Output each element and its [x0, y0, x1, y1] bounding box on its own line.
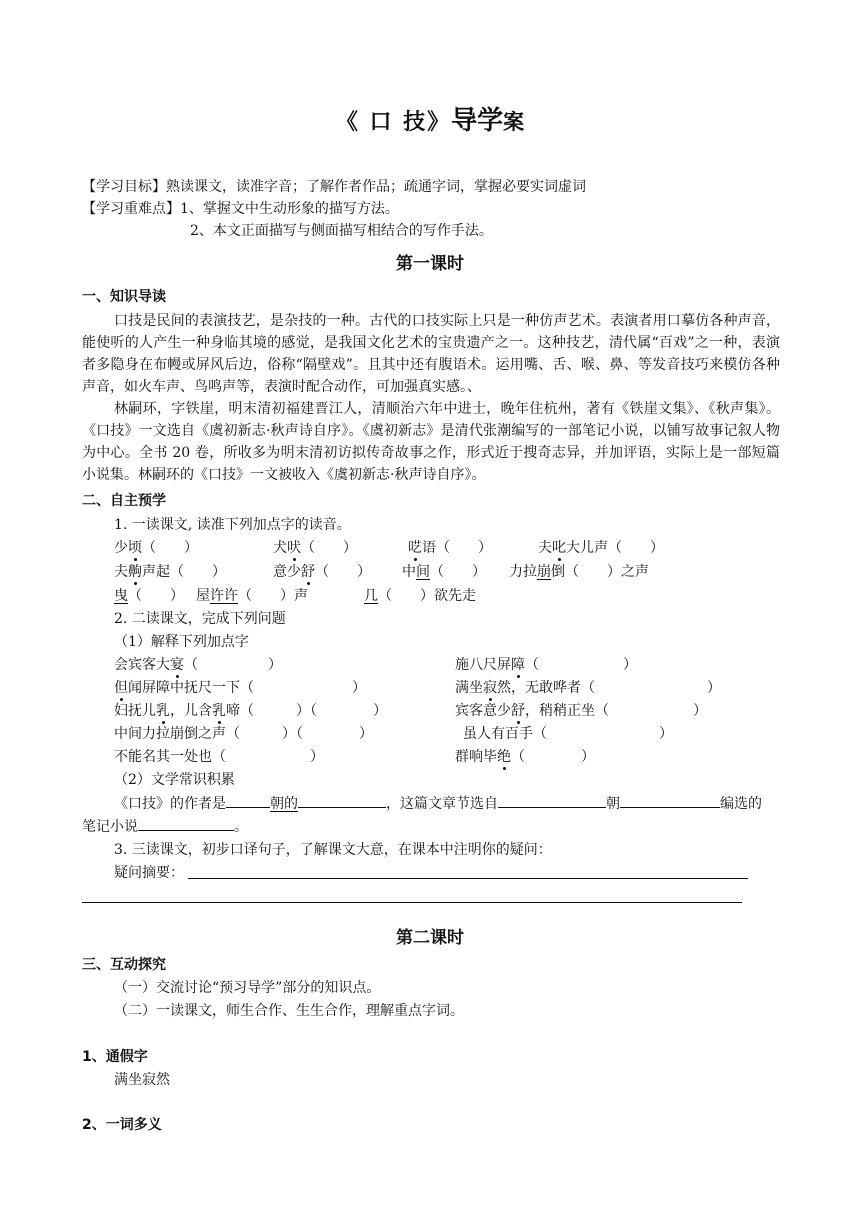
- pron-item: [364, 586, 476, 606]
- explain-blank: 闻屏障中抚尺一下（ ）: [128, 680, 366, 696]
- pron-item: [402, 562, 486, 582]
- underlined-char: 许许: [210, 588, 238, 604]
- lit-text: 。: [234, 819, 248, 835]
- pron-blank: 声起（ ）: [142, 564, 226, 580]
- pron-item: [509, 562, 649, 582]
- pron-blank: （ ）: [142, 540, 198, 556]
- explain-item: [455, 747, 595, 767]
- pron-item: [196, 586, 308, 606]
- pron-item: [273, 562, 371, 582]
- explain-text: 会宾客大: [114, 657, 170, 673]
- dotted-char: 乳: [156, 703, 170, 719]
- lesson-1-heading: 第一课时: [396, 254, 464, 274]
- section-3-title: 三、互动探究: [82, 957, 166, 973]
- title-part-2: 导学: [451, 106, 504, 136]
- pron-item: [114, 562, 226, 582]
- summary-line[interactable]: [188, 878, 748, 879]
- discussion-item-1: （一）交流讨论“预习导学”部分的知识点。: [114, 980, 381, 996]
- pron-item: [273, 538, 357, 558]
- pron-blank: 语（ ）: [422, 540, 492, 556]
- pron-text: 力拉: [509, 564, 537, 580]
- dotted-char: 宴: [170, 657, 184, 673]
- dotted-char: 呓: [408, 540, 422, 556]
- pron-blank: 大儿声（ ）: [566, 540, 664, 556]
- explain-text: 满坐: [455, 680, 483, 696]
- explain-blank: （ ）: [511, 749, 595, 765]
- question-2: 2. 二读课文，完成下列问题: [114, 611, 286, 627]
- topic-1-title: 1、通假字: [82, 1049, 148, 1065]
- summary-line[interactable]: [82, 902, 742, 903]
- lit-text: 《口技》的作者是: [114, 796, 226, 812]
- fill-blank[interactable]: [498, 793, 606, 808]
- pron-item: [114, 586, 184, 606]
- pron-blank: （ ）: [430, 564, 486, 580]
- explain-item: [455, 655, 637, 675]
- explain-blank: （ ）: [525, 657, 637, 673]
- pron-blank: （ ）欲先走: [378, 588, 476, 604]
- section-2-title: 二、自主预学: [82, 493, 166, 509]
- pron-item: [408, 538, 492, 558]
- explain-blank: 然，无敢哗者（ ）: [497, 680, 721, 696]
- dotted-char: 乳: [212, 703, 226, 719]
- pron-blank: （ ）: [301, 540, 357, 556]
- topic-1-item: 满坐寂然: [114, 1072, 170, 1088]
- pron-text: 夫: [114, 564, 128, 580]
- explain-item: [114, 678, 366, 698]
- pron-text: 屋: [196, 588, 210, 604]
- explain-item: 不能名其一处也（ ）: [114, 749, 324, 765]
- fill-blank[interactable]: [620, 793, 720, 808]
- pron-blank: （ ）: [315, 564, 371, 580]
- explain-item: [455, 701, 707, 721]
- fill-blank[interactable]: [298, 793, 386, 808]
- lit-text: 编选的: [720, 796, 762, 812]
- explain-blank: （ ）: [184, 657, 282, 673]
- pron-blank: 倒（ ）之声: [551, 564, 649, 580]
- dotted-char: 绝: [497, 749, 511, 765]
- intro-paragraph-2: 林嗣环，字铁崖，明末清初福建晋江人，清顺治六年中进士，晚年住杭州，著有《铁崖文集》、《秋声集》。《口技》一文选自《虞初新志·秋声诗自序》。《虞初新志》是清代张潮编写的一部笔记小说，以铺写故事记叙人物为中心。全书 20 卷，所收多为明末清初访拟传奇故事之作，形式近于搜奇志异，并加评语，实际上是一部短篇小说集。林嗣环的《口技》一文被收入《虞初新志·秋声诗自序》。: [82, 401, 780, 483]
- lesson-2-heading: 第二课时: [396, 928, 464, 948]
- underlined-char: 几: [364, 588, 378, 604]
- section-1-title: 一、知识导读: [82, 289, 166, 305]
- document-title: [0, 104, 860, 142]
- explain-text: 群响毕: [455, 749, 497, 765]
- dotted-char: 寂: [483, 680, 497, 696]
- question-3: 3. 三读课文，初步口译句子，了解课文大意，在课本中注明你的疑问：: [114, 842, 552, 858]
- pron-item: [114, 538, 198, 558]
- key-points-label: 【学习重难点】: [82, 201, 180, 217]
- key-points-line-1: [82, 199, 399, 219]
- pron-text: 少: [114, 540, 128, 556]
- dotted-char: 叱: [552, 540, 566, 556]
- explain-text: 宾客意少: [455, 703, 511, 719]
- explain-text: 妇抚儿: [114, 703, 156, 719]
- pron-blank: （ ）声: [238, 588, 308, 604]
- question-2-sub-1: （1）解释下列加点字: [114, 634, 249, 650]
- explain-item: 中间力拉崩倒之声（ ）（ ）: [114, 726, 373, 742]
- learning-objectives: 【学习目标】熟读课文，读准字音；了解作者作品；疏通字词，掌握必要实词虚词: [82, 179, 586, 195]
- lit-text: ，这篇文章节选自: [386, 796, 498, 812]
- pron-text: 犬: [273, 540, 287, 556]
- question-1: 1. 一读课文, 读准下列加点字的读音。: [114, 517, 351, 533]
- explain-item: [114, 655, 282, 675]
- discussion-item-2: （二）一读课文，师生合作、生生合作，理解重点字词。: [114, 1003, 464, 1019]
- underlined-char: 曳: [114, 588, 128, 604]
- lit-text: 朝: [606, 796, 620, 812]
- pron-blank: （ ）: [128, 588, 184, 604]
- fill-blank[interactable]: [138, 816, 234, 831]
- explain-blank: 啼（ ）（ ）: [226, 703, 387, 719]
- fill-blank[interactable]: [226, 793, 270, 808]
- literature-line-1: [114, 793, 762, 814]
- question-summary-label: 疑问摘要：: [114, 865, 184, 881]
- dotted-char: 舒: [511, 703, 525, 719]
- explain-text: 施八尺屏: [455, 657, 511, 673]
- dotted-char: 顷: [128, 540, 142, 556]
- explain-item: [455, 678, 721, 698]
- explain-blank: ，稍稍正坐（ ）: [525, 703, 707, 719]
- pron-text: 意少: [273, 564, 301, 580]
- pron-item: [538, 538, 664, 558]
- explain-item: [114, 701, 387, 721]
- intro-paragraph-1: 口技是民间的表演技艺，是杂技的一种。古代的口技实际上只是一种仿声艺术。表演者用口摹仿各种声音，能使听的人产生一种身临其境的感觉，是我国文化艺术的宝贵遗产之一。这种技艺，清代属“百戏”之一种，表演者多隐身在布幔或屏风后边，俗称“隔壁戏”。且其中还有腹语术。运用嘴、舌、喉、鼻、等发音技巧来模仿各种声音，如火车声、鸟鸣声等，表演时配合动作，可加强真实感。、: [82, 313, 780, 395]
- dotted-char: 舒: [301, 564, 315, 580]
- key-point-1: 1、掌握文中生动形象的描写方法。: [180, 201, 399, 217]
- pron-text: 夫: [538, 540, 552, 556]
- topic-2-title: 2、一词多义: [82, 1117, 162, 1133]
- lit-text: 朝的: [270, 796, 298, 812]
- explain-text: ，儿含: [170, 703, 212, 719]
- dotted-char: 齁: [128, 564, 142, 580]
- title-part-1: 《 口 技》: [335, 110, 452, 135]
- underlined-char: 崩: [537, 564, 551, 580]
- pron-text: 中: [402, 564, 416, 580]
- lit-text: 笔记小说: [82, 819, 138, 835]
- literature-line-2: [82, 816, 248, 837]
- underlined-char: 间: [416, 564, 430, 580]
- key-point-2: 2、本文正面描写与侧面描写相结合的写作手法。: [190, 223, 493, 239]
- dotted-char: 障: [511, 657, 525, 673]
- dotted-char: 但: [114, 680, 128, 696]
- explain-item: 虽人有百手（ ）: [463, 726, 673, 742]
- title-part-3: 案: [503, 110, 525, 134]
- question-2-sub-2: （2）文学常识积累: [114, 772, 235, 788]
- dotted-char: 吠: [287, 540, 301, 556]
